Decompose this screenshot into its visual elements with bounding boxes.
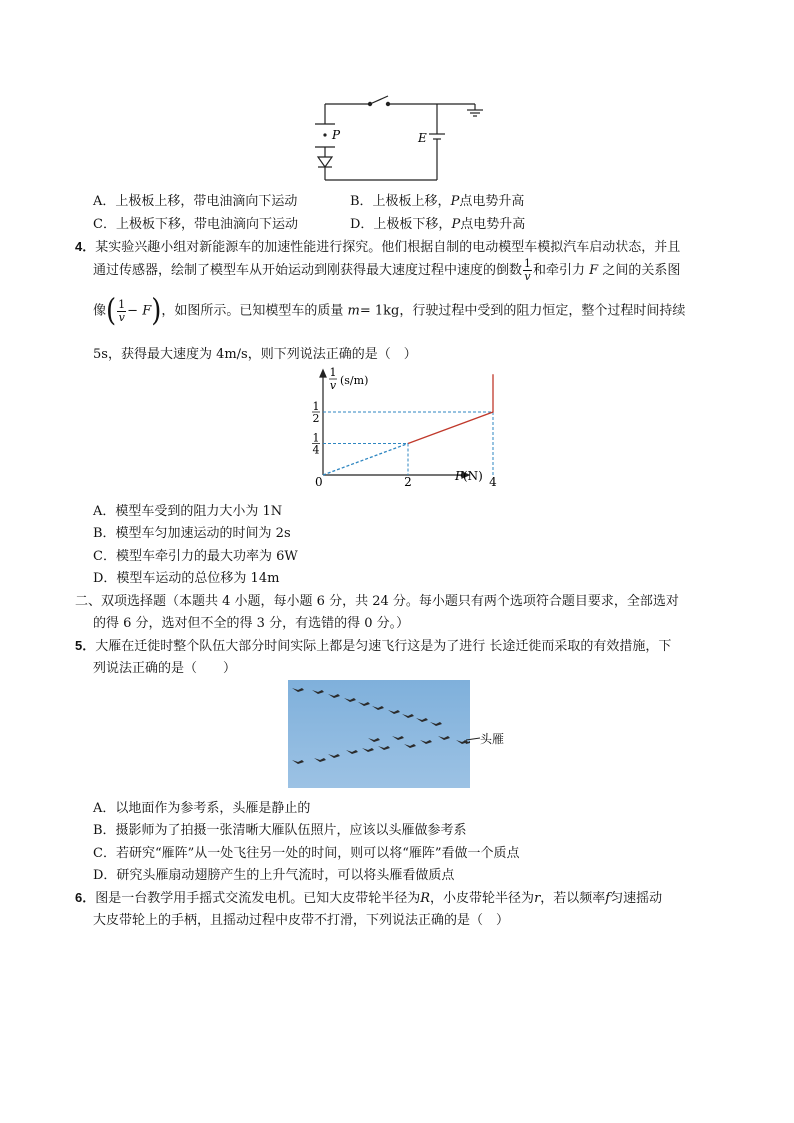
geese-formation-photo — [288, 680, 470, 788]
lead-goose-label: 头雁 — [480, 732, 505, 746]
q5-option-c: C．若研究“雁阵”从一处飞往另一处的时间，则可以将“雁阵”看做一个质点 — [93, 846, 520, 861]
q6-line-2: 大皮带轮上的手柄，且摇动过程中皮带不打滑，下列说法正确的是（ ） — [93, 913, 510, 928]
q5-option-a: A．以地面作为参考系，头雁是静止的 — [93, 801, 311, 816]
y-tick-den-1: 2 — [312, 412, 320, 425]
y-label-den: v — [329, 379, 337, 392]
y-tick-num-2: 1 — [312, 431, 320, 445]
series-solid — [408, 374, 493, 443]
q4-line-1: 4．某实验兴趣小组对新能源车的加速性能进行探究。他们根据自制的电动模型车模拟汽车启动状态，并且 — [75, 239, 681, 255]
y-tick-den-2: 4 — [312, 443, 320, 457]
section-2-header-line-2: 的得 6 分，选对但不全的得 3 分，有选错的得 0 分。） — [93, 616, 410, 631]
y-unit: (s/m) — [340, 374, 369, 387]
q4-line-3: 像( $\frac{1}{v}$ − F)，如图所示。已知模型车的质量 m= 1kg，行驶过程中受到的阻力恒定，整个过程时间持续 — [93, 293, 686, 329]
x-tick-2: 4 — [489, 475, 497, 489]
y-label-num: 1 — [329, 366, 337, 379]
capacitor-circuit-diagram — [300, 92, 500, 187]
inverse-velocity-force-graph — [290, 362, 500, 492]
origin-label: 0 — [315, 475, 323, 489]
q4-option-a: A．模型车受到的阻力大小为 1N — [93, 504, 283, 519]
q5-line-2: 列说法正确的是（ ） — [93, 661, 237, 676]
q4-number: 4． — [75, 239, 96, 254]
geese-icon — [288, 680, 470, 788]
q3-option-b: B．上极板上移，P点电势升高 — [350, 194, 525, 209]
inverse-v-fraction: $\frac{1}{v}$ — [524, 257, 532, 283]
q5-option-b: B．摄影师为了拍摄一张清晰大雁队伍照片，应该以头雁做参考系 — [93, 823, 467, 838]
q4-line-2: 通过传感器，绘制了模型车从开始运动到刚获得最大速度过程中速度的倒数 $\frac{1}{v}$ 和牵引力 F 之间的关系图 — [93, 257, 681, 283]
q3-option-c: C．上极板下移，带电油滴向下运动 — [93, 217, 298, 232]
q4-line-4: 5s，获得最大速度为 4m/s，则下列说法正确的是（ ） — [93, 347, 417, 362]
point-p-label: P — [332, 128, 341, 142]
x-label: F — [455, 469, 464, 483]
q5-number: 5． — [75, 638, 96, 653]
y-tick-num-1: 1 — [312, 400, 320, 413]
q6-line-1: 6．图是一台教学用手摇式交流发电机。已知大皮带轮半径为R，小皮带轮半径为r，若以频率f匀速摇动 — [75, 890, 663, 906]
q6-number: 6． — [75, 890, 96, 905]
q4-option-b: B．模型车匀加速运动的时间为 2s — [93, 526, 291, 541]
q3-option-d: D．上极板下移，P点电势升高 — [350, 217, 526, 232]
emf-label: E — [418, 131, 427, 145]
q4-option-c: C．模型车牵引力的最大功率为 6W — [93, 549, 298, 564]
q5-line-1: 5．大雁在迁徙时整个队伍大部分时间实际上都是匀速飞行这是为了进行 长途迁徙而采取的有效措施，下 — [75, 638, 672, 654]
q4-option-d: D．模型车运动的总位移为 14m — [93, 571, 280, 586]
q3-option-a: A．上极板上移，带电油滴向下运动 — [93, 194, 298, 209]
series-dashed-extension — [323, 444, 408, 476]
x-tick-1: 2 — [404, 475, 412, 489]
section-2-header-line-1: 二、双项选择题（本题共 4 小题，每小题 6 分，共 24 分。每小题只有两个选项符合题目要求，全部选对 — [75, 594, 679, 609]
x-unit: (N) — [463, 469, 483, 483]
q5-option-d: D．研究头雁扇动翅膀产生的上升气流时，可以将头雁看做质点 — [93, 868, 455, 883]
